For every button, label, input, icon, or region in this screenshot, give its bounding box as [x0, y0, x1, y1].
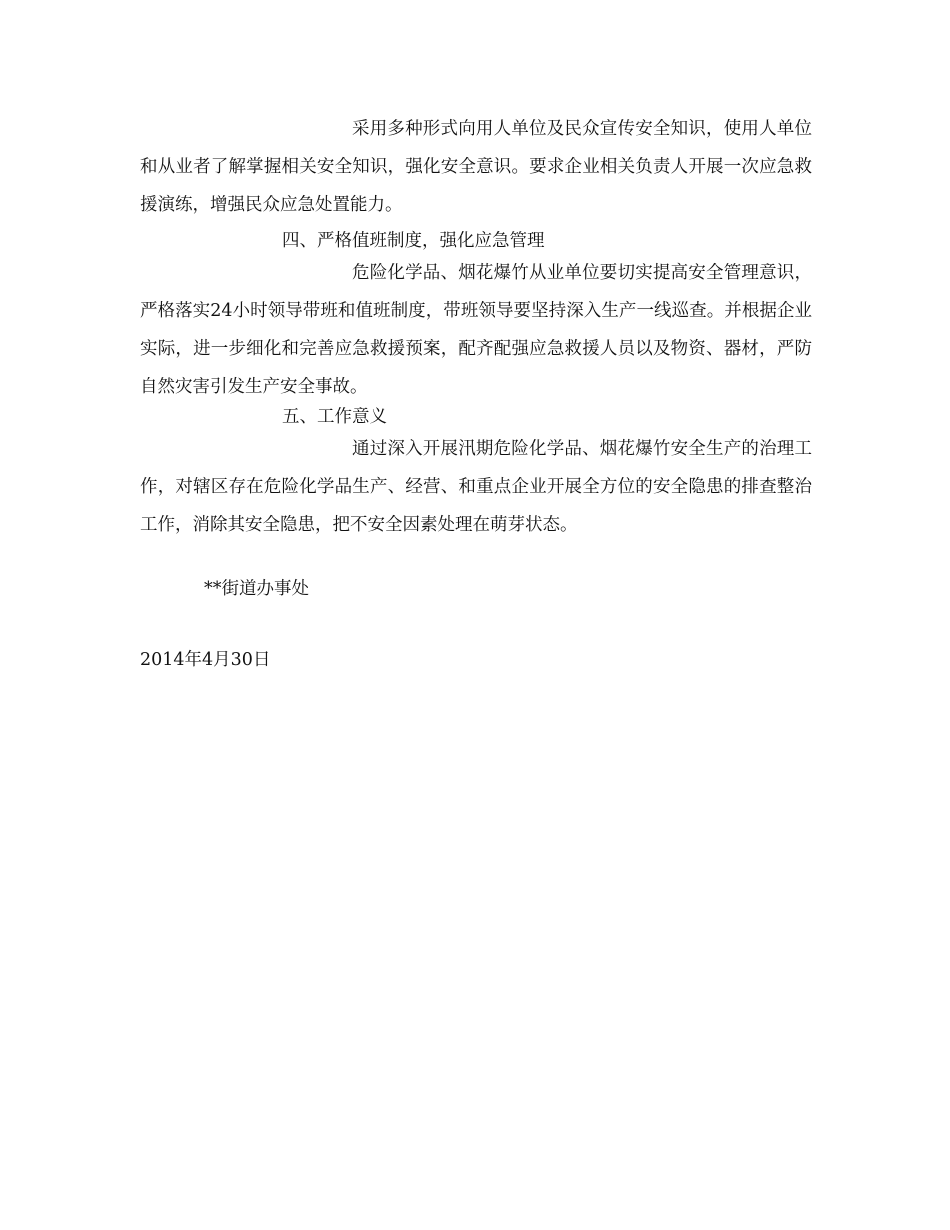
paragraph-publicity: 采用多种形式向用人单位及民众宣传安全知识，使用人单位和从业者了解掌握相关安全知识，强化安全意识。要求企业相关负责人开展一次应急救援演练，增强民众应急处置能力。 [140, 119, 812, 215]
paragraph-significance: 通过深入开展汛期危险化学品、烟花爆竹安全生产的治理工作，对辖区存在危险化学品生产、经营、和重点企业开展全方位的安全隐患的排查整治工作，消除其安全隐患，把不安全因素处理在萌芽状态。 [140, 439, 812, 535]
document-date: 2014年4月30日 [140, 650, 271, 670]
signature-office: **街道办事处 [204, 579, 309, 599]
section-heading-significance: 五、工作意义 [282, 407, 387, 427]
section-heading-duty-system: 四、严格值班制度，强化应急管理 [282, 231, 545, 251]
paragraph-duty-system: 危险化学品、烟花爆竹从业单位要切实提高安全管理意识，严格落实24小时领导带班和值班制度，带班领导要坚持深入生产一线巡查。并根据企业实际，进一步细化和完善应急救援预案，配齐配强应急救援人员以及物资、器材，严防自然灾害引发生产安全事故。 [140, 263, 812, 397]
